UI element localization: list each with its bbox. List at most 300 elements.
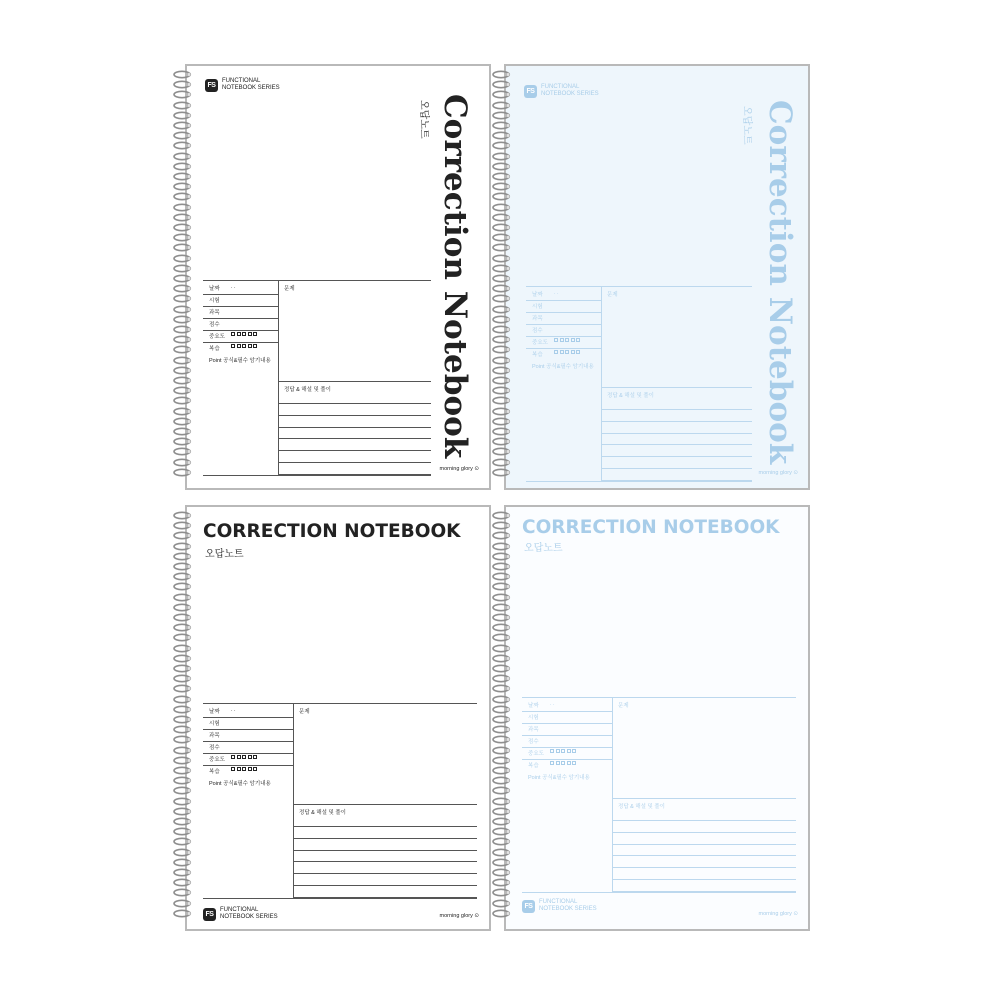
form-rule xyxy=(203,729,293,730)
spiral-ring xyxy=(173,223,193,232)
form-rule xyxy=(522,697,796,698)
spiral-ring xyxy=(173,254,193,263)
spiral-ring xyxy=(173,284,193,293)
subtitle-kr: 오답노트 xyxy=(418,100,429,139)
spiral-ring xyxy=(173,521,193,530)
brand-label: morning glory ⊙ xyxy=(758,911,798,917)
spiral-binding xyxy=(492,511,514,925)
spiral-ring xyxy=(492,868,512,877)
form-rule xyxy=(522,735,612,736)
spiral-ring xyxy=(492,203,512,212)
spiral-ring xyxy=(173,531,193,540)
notebook-white-horizontal xyxy=(185,505,491,931)
spiral-ring xyxy=(492,274,512,283)
spiral-ring xyxy=(492,695,512,704)
spiral-ring xyxy=(173,325,193,334)
label-review: 복습 xyxy=(528,763,539,769)
label-date: 날짜 xyxy=(209,709,220,715)
form-rule xyxy=(203,294,278,295)
spiral-ring xyxy=(492,582,512,591)
checkbox-row xyxy=(554,350,580,354)
spiral-ring xyxy=(173,848,193,857)
label-exam: 시험 xyxy=(209,721,220,727)
series-line-1: FUNCTIONAL xyxy=(541,84,580,90)
spiral-ring xyxy=(173,664,193,673)
spiral-ring xyxy=(173,70,193,79)
checkbox-row xyxy=(554,338,580,342)
form-rule xyxy=(612,844,796,845)
spiral-ring xyxy=(492,572,512,581)
date-dots: . . xyxy=(231,284,236,290)
form-rule xyxy=(293,838,477,839)
label-date: 날짜 xyxy=(209,286,220,292)
spiral-ring xyxy=(492,407,512,416)
spiral-ring xyxy=(492,243,512,252)
form-rule xyxy=(612,891,796,892)
spiral-ring xyxy=(173,786,193,795)
spiral-ring xyxy=(173,233,193,242)
title-horizontal: CORRECTION NOTEBOOK xyxy=(203,521,461,542)
spiral-ring xyxy=(173,633,193,642)
label-score: 점수 xyxy=(528,739,539,745)
label-score: 점수 xyxy=(209,322,220,328)
checkbox-row xyxy=(550,761,576,765)
spiral-ring xyxy=(173,437,193,446)
spiral-ring xyxy=(173,674,193,683)
spiral-ring xyxy=(173,695,193,704)
spiral-binding xyxy=(173,70,195,484)
spiral-ring xyxy=(492,746,512,755)
spiral-ring xyxy=(173,858,193,867)
form-rule xyxy=(612,867,796,868)
spiral-ring xyxy=(492,386,512,395)
brand-label: morning glory ⊙ xyxy=(758,470,798,476)
spiral-ring xyxy=(492,131,512,140)
spiral-ring xyxy=(492,654,512,663)
spiral-ring xyxy=(492,837,512,846)
spiral-ring xyxy=(492,172,512,181)
form-rule xyxy=(526,312,601,313)
series-badge xyxy=(524,84,599,98)
label-problem: 문제 xyxy=(299,709,310,715)
form-rule xyxy=(203,475,431,476)
spiral-ring xyxy=(173,376,193,385)
spiral-ring xyxy=(492,223,512,232)
spiral-ring xyxy=(492,684,512,693)
series-line-2: NOTEBOOK SERIES xyxy=(222,85,280,91)
spiral-ring xyxy=(173,797,193,806)
form-rule xyxy=(278,403,431,404)
spiral-ring xyxy=(173,562,193,571)
label-subject: 과목 xyxy=(532,316,543,322)
spiral-ring xyxy=(492,335,512,344)
spiral-ring xyxy=(173,345,193,354)
spiral-ring xyxy=(492,786,512,795)
series-line-2: NOTEBOOK SERIES xyxy=(541,91,599,97)
spiral-ring xyxy=(492,878,512,887)
notebook-blue-vertical xyxy=(504,64,810,490)
spiral-ring xyxy=(492,305,512,314)
spiral-ring xyxy=(492,827,512,836)
fs-logo-icon: FS xyxy=(203,908,216,921)
form-rule xyxy=(293,703,294,899)
date-dots: . . xyxy=(550,701,555,707)
form-rule xyxy=(278,462,431,463)
form-rule xyxy=(526,481,752,482)
label-point: Point 공식&필수 암기내용 xyxy=(209,358,271,364)
subtitle-kr: 오답노트 xyxy=(741,106,752,145)
spiral-ring xyxy=(173,305,193,314)
label-problem: 문제 xyxy=(618,703,629,709)
form-rule xyxy=(278,280,279,476)
spiral-ring xyxy=(492,562,512,571)
spiral-ring xyxy=(492,70,512,79)
spiral-ring xyxy=(492,674,512,683)
spiral-ring xyxy=(173,725,193,734)
series-line-1: FUNCTIONAL xyxy=(222,78,261,84)
spiral-ring xyxy=(492,396,512,405)
spiral-ring xyxy=(173,356,193,365)
label-importance: 중요도 xyxy=(209,334,225,340)
form-rule xyxy=(612,798,796,799)
spiral-ring xyxy=(173,396,193,405)
spiral-ring xyxy=(492,644,512,653)
form-rule xyxy=(203,765,293,766)
subtitle-kr: 오답노트 xyxy=(205,549,244,560)
spiral-ring xyxy=(173,243,193,252)
form-rule xyxy=(203,280,431,281)
spiral-ring xyxy=(173,182,193,191)
spiral-ring xyxy=(492,254,512,263)
spiral-ring xyxy=(492,376,512,385)
record-form xyxy=(203,703,477,899)
spiral-ring xyxy=(492,417,512,426)
form-rule xyxy=(601,468,752,469)
title-horizontal: CORRECTION NOTEBOOK xyxy=(522,517,780,538)
spiral-ring xyxy=(492,80,512,89)
spiral-ring xyxy=(173,152,193,161)
spiral-ring xyxy=(492,90,512,99)
spiral-ring xyxy=(173,468,193,477)
spiral-ring xyxy=(492,715,512,724)
spiral-ring xyxy=(492,325,512,334)
form-rule xyxy=(203,318,278,319)
form-rule xyxy=(522,759,612,760)
form-rule xyxy=(601,480,752,481)
form-rule xyxy=(278,427,431,428)
series-line-2: NOTEBOOK SERIES xyxy=(539,906,597,912)
spiral-ring xyxy=(492,121,512,130)
spiral-ring xyxy=(173,868,193,877)
label-answer: 정답 & 해설 및 풀이 xyxy=(299,810,346,816)
date-dots: . . xyxy=(231,707,236,713)
series-badge xyxy=(203,907,278,921)
spiral-ring xyxy=(173,817,193,826)
brand-label: morning glory ⊙ xyxy=(439,466,479,472)
spiral-ring xyxy=(492,182,512,191)
label-review: 복습 xyxy=(209,769,220,775)
spiral-ring xyxy=(173,80,193,89)
form-rule xyxy=(612,855,796,856)
spiral-ring xyxy=(173,766,193,775)
title-vertical: Correction Notebook xyxy=(762,100,798,465)
form-rule xyxy=(526,300,601,301)
record-form xyxy=(522,697,796,893)
spiral-ring xyxy=(173,552,193,561)
label-importance: 중요도 xyxy=(209,757,225,763)
series-badge xyxy=(522,899,597,913)
spiral-ring xyxy=(173,162,193,171)
form-rule xyxy=(526,348,601,349)
checkbox-row xyxy=(231,332,257,336)
label-review: 복습 xyxy=(209,346,220,352)
spiral-ring xyxy=(492,623,512,632)
notebook-white-vertical xyxy=(185,64,491,490)
spiral-ring xyxy=(173,888,193,897)
spiral-ring xyxy=(173,593,193,602)
spiral-ring xyxy=(173,366,193,375)
form-rule xyxy=(278,381,431,382)
spiral-ring xyxy=(492,427,512,436)
spiral-ring xyxy=(492,356,512,365)
spiral-ring xyxy=(492,141,512,150)
form-rule xyxy=(278,474,431,475)
spiral-ring xyxy=(173,582,193,591)
spiral-ring xyxy=(173,654,193,663)
form-rule xyxy=(526,336,601,337)
form-rule xyxy=(203,717,293,718)
record-form xyxy=(203,280,431,476)
spiral-ring xyxy=(492,613,512,622)
checkbox-row xyxy=(550,749,576,753)
spiral-ring xyxy=(492,797,512,806)
spiral-ring xyxy=(492,447,512,456)
series-line-2: NOTEBOOK SERIES xyxy=(220,914,278,920)
spiral-ring xyxy=(173,111,193,120)
spiral-ring xyxy=(492,458,512,467)
date-dots: . . xyxy=(554,290,559,296)
spiral-binding xyxy=(173,511,195,925)
spiral-ring xyxy=(492,111,512,120)
spiral-ring xyxy=(492,705,512,714)
form-rule xyxy=(203,306,278,307)
spiral-ring xyxy=(173,827,193,836)
spiral-ring xyxy=(173,417,193,426)
label-point: Point 공식&필수 암기내용 xyxy=(209,781,271,787)
form-rule xyxy=(612,832,796,833)
spiral-ring xyxy=(492,366,512,375)
label-exam: 시험 xyxy=(532,304,543,310)
form-rule xyxy=(601,421,752,422)
spiral-ring xyxy=(492,552,512,561)
spiral-ring xyxy=(173,899,193,908)
spiral-ring xyxy=(173,705,193,714)
spiral-ring xyxy=(492,888,512,897)
form-rule xyxy=(293,897,477,898)
form-rule xyxy=(278,450,431,451)
form-rule xyxy=(203,898,477,899)
spiral-ring xyxy=(173,603,193,612)
spiral-ring xyxy=(173,264,193,273)
form-rule xyxy=(612,820,796,821)
spiral-ring xyxy=(173,203,193,212)
form-rule xyxy=(601,286,602,482)
spiral-ring xyxy=(173,386,193,395)
form-rule xyxy=(601,409,752,410)
series-line-1: FUNCTIONAL xyxy=(539,899,578,905)
form-rule xyxy=(203,741,293,742)
form-rule xyxy=(601,387,752,388)
spiral-ring xyxy=(173,715,193,724)
spiral-binding xyxy=(492,70,514,484)
label-importance: 중요도 xyxy=(532,340,548,346)
spiral-ring xyxy=(173,192,193,201)
label-point: Point 공식&필수 암기내용 xyxy=(528,775,590,781)
spiral-ring xyxy=(492,756,512,765)
spiral-ring xyxy=(492,664,512,673)
spiral-ring xyxy=(492,899,512,908)
record-form xyxy=(526,286,752,482)
spiral-ring xyxy=(173,90,193,99)
spiral-ring xyxy=(173,644,193,653)
spiral-ring xyxy=(173,274,193,283)
label-answer: 정답 & 해설 및 풀이 xyxy=(607,393,654,399)
title-vertical: Correction Notebook xyxy=(437,94,473,459)
form-rule xyxy=(293,873,477,874)
spiral-ring xyxy=(492,233,512,242)
form-rule xyxy=(278,415,431,416)
label-answer: 정답 & 해설 및 풀이 xyxy=(618,804,665,810)
spiral-ring xyxy=(492,603,512,612)
spiral-ring xyxy=(492,152,512,161)
spiral-ring xyxy=(492,735,512,744)
checkbox-row xyxy=(231,344,257,348)
series-badge xyxy=(205,78,280,92)
spiral-ring xyxy=(173,684,193,693)
spiral-ring xyxy=(492,725,512,734)
spiral-ring xyxy=(173,458,193,467)
spiral-ring xyxy=(173,542,193,551)
checkbox-row xyxy=(231,755,257,759)
form-rule xyxy=(203,703,477,704)
spiral-ring xyxy=(173,623,193,632)
spiral-ring xyxy=(492,315,512,324)
notebook-blue-horizontal xyxy=(504,505,810,931)
spiral-ring xyxy=(173,511,193,520)
label-score: 점수 xyxy=(209,745,220,751)
checkbox-row xyxy=(231,767,257,771)
form-rule xyxy=(293,861,477,862)
series-line-1: FUNCTIONAL xyxy=(220,907,259,913)
spiral-ring xyxy=(173,315,193,324)
spiral-ring xyxy=(173,172,193,181)
spiral-ring xyxy=(492,345,512,354)
spiral-ring xyxy=(173,735,193,744)
spiral-ring xyxy=(173,807,193,816)
form-rule xyxy=(601,433,752,434)
label-problem: 문제 xyxy=(607,292,618,298)
form-rule xyxy=(601,444,752,445)
form-rule xyxy=(293,885,477,886)
spiral-ring xyxy=(492,848,512,857)
spiral-ring xyxy=(492,437,512,446)
spiral-ring xyxy=(173,572,193,581)
spiral-ring xyxy=(492,909,512,918)
form-rule xyxy=(526,324,601,325)
fs-logo-icon: FS xyxy=(205,79,218,92)
form-rule xyxy=(601,456,752,457)
spiral-ring xyxy=(492,542,512,551)
form-rule xyxy=(522,747,612,748)
subtitle-kr: 오답노트 xyxy=(524,543,563,554)
form-rule xyxy=(293,804,477,805)
form-rule xyxy=(522,711,612,712)
spiral-ring xyxy=(492,511,512,520)
spiral-ring xyxy=(173,121,193,130)
spiral-ring xyxy=(492,776,512,785)
spiral-ring xyxy=(492,468,512,477)
label-exam: 시험 xyxy=(209,298,220,304)
label-point: Point 공식&필수 암기내용 xyxy=(532,364,594,370)
brand-label: morning glory ⊙ xyxy=(439,913,479,919)
spiral-ring xyxy=(173,756,193,765)
spiral-ring xyxy=(173,776,193,785)
spiral-ring xyxy=(492,766,512,775)
label-exam: 시험 xyxy=(528,715,539,721)
spiral-ring xyxy=(173,407,193,416)
spiral-ring xyxy=(492,264,512,273)
spiral-ring xyxy=(492,593,512,602)
spiral-ring xyxy=(492,633,512,642)
label-review: 복습 xyxy=(532,352,543,358)
spiral-ring xyxy=(173,447,193,456)
spiral-ring xyxy=(173,131,193,140)
label-answer: 정답 & 해설 및 풀이 xyxy=(284,387,331,393)
spiral-ring xyxy=(173,294,193,303)
spiral-ring xyxy=(492,284,512,293)
form-rule xyxy=(203,753,293,754)
fs-logo-icon: FS xyxy=(522,900,535,913)
label-score: 점수 xyxy=(532,328,543,334)
form-rule xyxy=(293,850,477,851)
form-rule xyxy=(612,697,613,893)
spiral-ring xyxy=(173,213,193,222)
spiral-ring xyxy=(173,335,193,344)
spiral-ring xyxy=(173,837,193,846)
label-subject: 과목 xyxy=(209,310,220,316)
spiral-ring xyxy=(492,101,512,110)
form-rule xyxy=(522,723,612,724)
spiral-ring xyxy=(492,162,512,171)
spiral-ring xyxy=(492,858,512,867)
form-rule xyxy=(203,342,278,343)
spiral-ring xyxy=(492,213,512,222)
spiral-ring xyxy=(173,427,193,436)
spiral-ring xyxy=(492,521,512,530)
label-subject: 과목 xyxy=(209,733,220,739)
form-rule xyxy=(612,879,796,880)
label-date: 날짜 xyxy=(528,703,539,709)
spiral-ring xyxy=(173,746,193,755)
form-rule xyxy=(522,892,796,893)
form-rule xyxy=(203,330,278,331)
spiral-ring xyxy=(173,141,193,150)
spiral-ring xyxy=(492,192,512,201)
label-date: 날짜 xyxy=(532,292,543,298)
label-subject: 과목 xyxy=(528,727,539,733)
spiral-ring xyxy=(173,878,193,887)
label-problem: 문제 xyxy=(284,286,295,292)
